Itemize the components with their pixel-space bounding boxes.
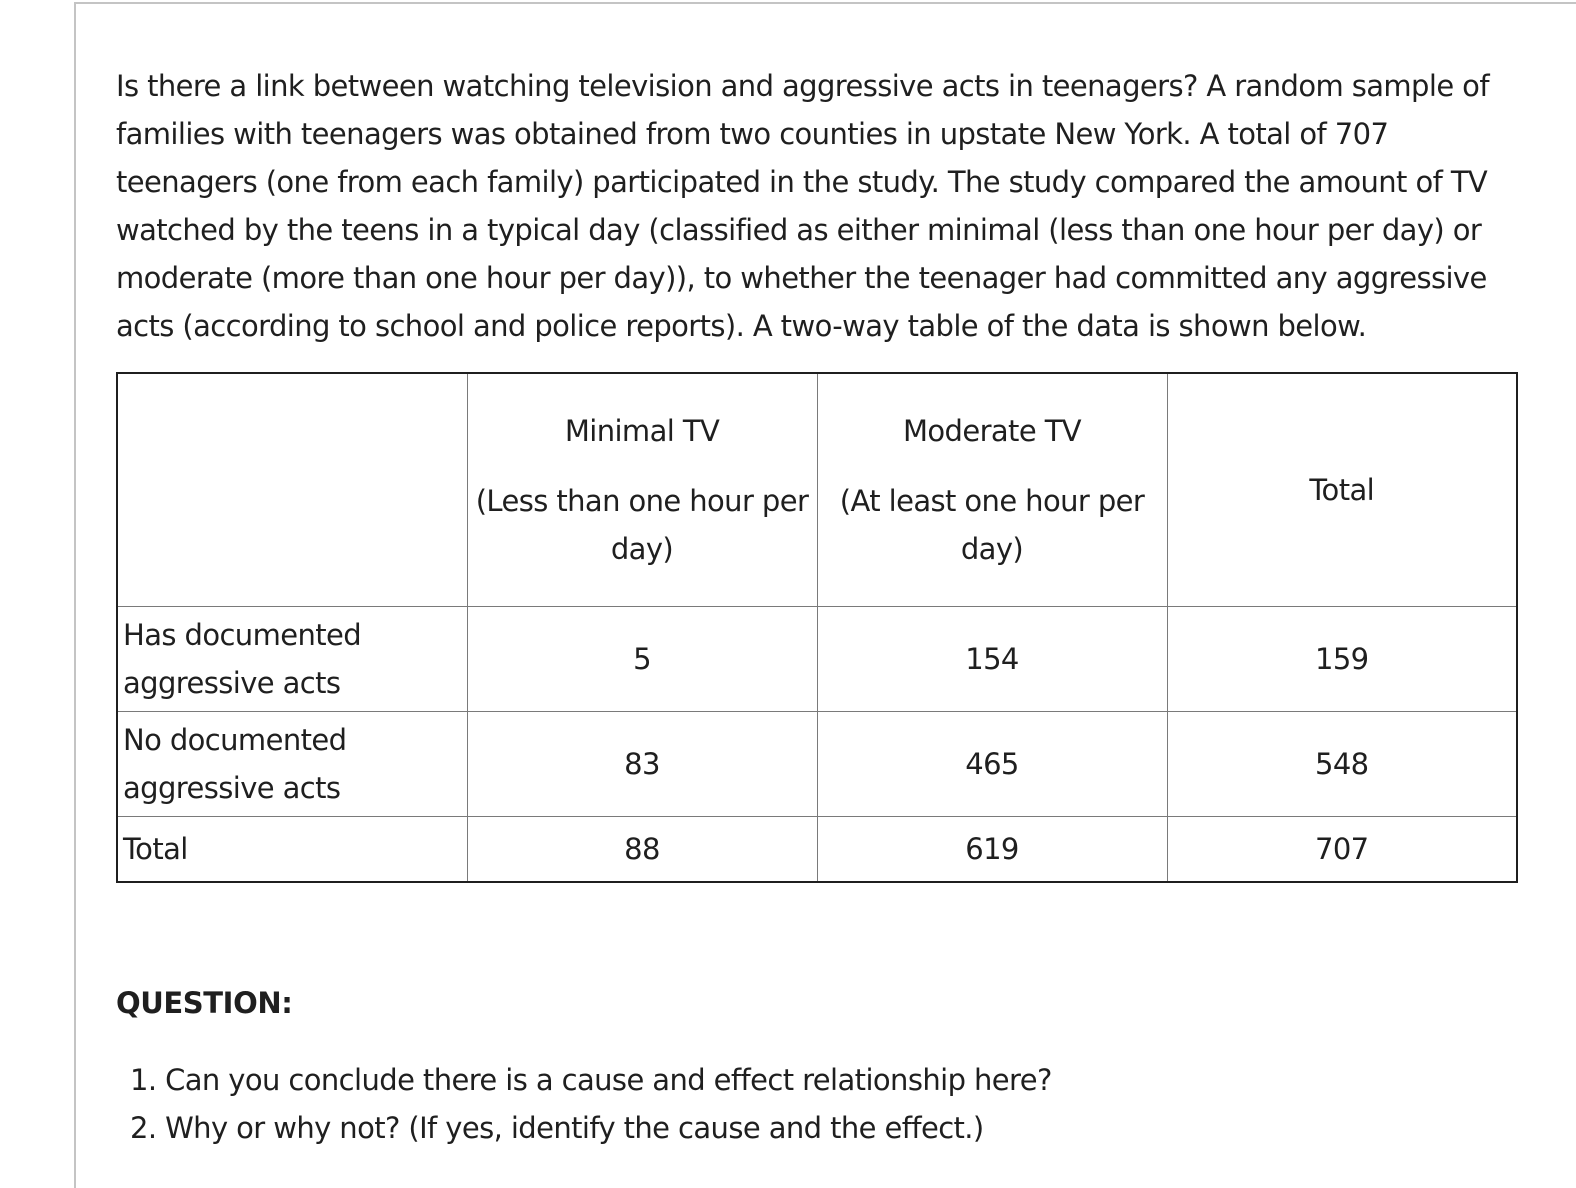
row-label: Total — [117, 817, 467, 883]
header-minimal-tv — [467, 373, 817, 607]
row-label: Has documented aggressive acts — [117, 607, 467, 712]
table-header-row — [117, 373, 1517, 607]
cell-minimal: 88 — [467, 817, 817, 883]
row-label: No documented aggressive acts — [117, 712, 467, 817]
table-corner-cell — [117, 373, 467, 607]
two-way-table — [116, 372, 1518, 883]
intro-paragraph: Is there a link between watching television and aggressive acts in teenagers? A random sample of families with teenagers was obtained from two counties in upstate New York. A total of 707 teenagers (one from each family) participated in the study. The study compared the amount of TV watched by the teens in a typical day (classified as either minimal (less than one hour per day) or moderate (more than one hour per day)), to whether the teenager had committed any aggressive acts (according to school and police reports). A two-way table of the data is shown below. — [116, 69, 1489, 343]
cell-total: 159 — [1167, 607, 1517, 712]
table-row — [117, 712, 1517, 817]
question-item: 1. Can you conclude there is a cause and effect relationship here? — [130, 1063, 1052, 1097]
cell-total: 548 — [1167, 712, 1517, 817]
question-list — [130, 1056, 1052, 1152]
header-minimal-subtitle: (Less than one hour per day) — [475, 484, 809, 566]
table-row — [117, 817, 1517, 883]
cell-moderate: 619 — [817, 817, 1167, 883]
cell-minimal: 5 — [467, 607, 817, 712]
table-row — [117, 607, 1517, 712]
question-heading: QUESTION: — [116, 986, 293, 1020]
header-total: Total — [1167, 373, 1517, 607]
cell-total: 707 — [1167, 817, 1517, 883]
header-moderate-subtitle: (At least one hour per day) — [839, 484, 1145, 566]
cell-moderate: 154 — [817, 607, 1167, 712]
header-moderate-title: Moderate TV — [902, 414, 1082, 448]
header-moderate-tv — [817, 373, 1167, 607]
cell-moderate: 465 — [817, 712, 1167, 817]
question-item: 2. Why or why not? (If yes, identify the cause and the effect.) — [130, 1111, 984, 1145]
header-minimal-title: Minimal TV — [564, 414, 720, 448]
cell-minimal: 83 — [467, 712, 817, 817]
